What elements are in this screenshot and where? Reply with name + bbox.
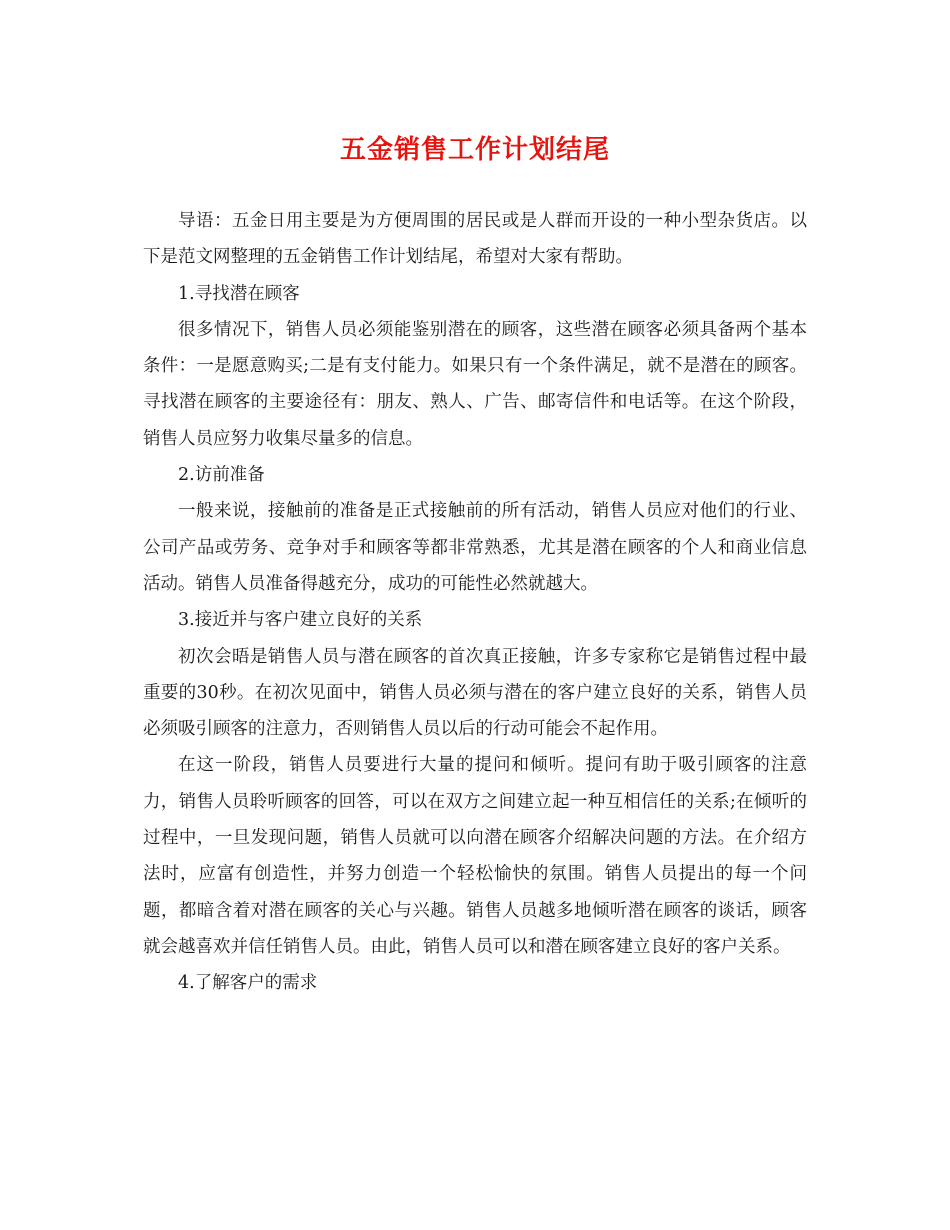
section-heading-2: 2.访前准备 bbox=[178, 465, 265, 486]
section-3-paragraph-1: 初次会晤是销售人员与潜在顾客的首次真正接触，许多专家称它是销售过程中最重要的30秒。在初次见面中，销售人员必须与潜在的客户建立良好的关系，销售人员必须吸引顾客的注意力，否则销售人员以后的行动可能会不起作用。 bbox=[143, 646, 807, 740]
section-heading-4: 4.了解客户的需求 bbox=[178, 973, 318, 994]
section-3-paragraph-2: 在这一阶段，销售人员要进行大量的提问和倾听。提问有助于吸引顾客的注意力，销售人员聆听顾客的回答，可以在双方之间建立起一种互相信任的关系;在倾听的过程中，一旦发现问题，销售人员就可以向潜在顾客介绍解决问题的方法。在介绍方法时，应富有创造性，并努力创造一个轻松愉快的氛围。销售人员提出的每一个问题，都暗含着对潜在顾客的关心与兴趣。销售人员越多地倾听潜在顾客的谈话，顾客就会越喜欢并信任销售人员。由此，销售人员可以和潜在顾客建立良好的客户关系。 bbox=[143, 755, 807, 957]
document-body bbox=[143, 203, 807, 1002]
section-2-paragraph: 一般来说，接触前的准备是正式接触前的所有活动，销售人员应对他们的行业、公司产品或劳务、竞争对手和顾客等都非常熟悉，尤其是潜在顾客的个人和商业信息活动。销售人员准备得越充分，成功的可能性必然就越大。 bbox=[143, 501, 807, 594]
section-heading-3: 3.接近并与客户建立良好的关系 bbox=[178, 610, 423, 631]
section-1-paragraph: 很多情况下，销售人员必须能鉴别潜在的顾客，这些潜在顾客必须具备两个基本条件：一是愿意购买;二是有支付能力。如果只有一个条件满足，就不是潜在的顾客。寻找潜在顾客的主要途径有：朋友、熟人、广告、邮寄信件和电话等。在这个阶段，销售人员应努力收集尽量多的信息。 bbox=[143, 319, 807, 449]
document-title: 五金销售工作计划结尾 bbox=[339, 135, 610, 165]
section-heading-1: 1.寻找潜在顾客 bbox=[178, 283, 300, 304]
intro-paragraph: 导语：五金日用主要是为方便周围的居民或是人群而开设的一种小型杂货店。以下是范文网整理的五金销售工作计划结尾，希望对大家有帮助。 bbox=[143, 211, 807, 268]
